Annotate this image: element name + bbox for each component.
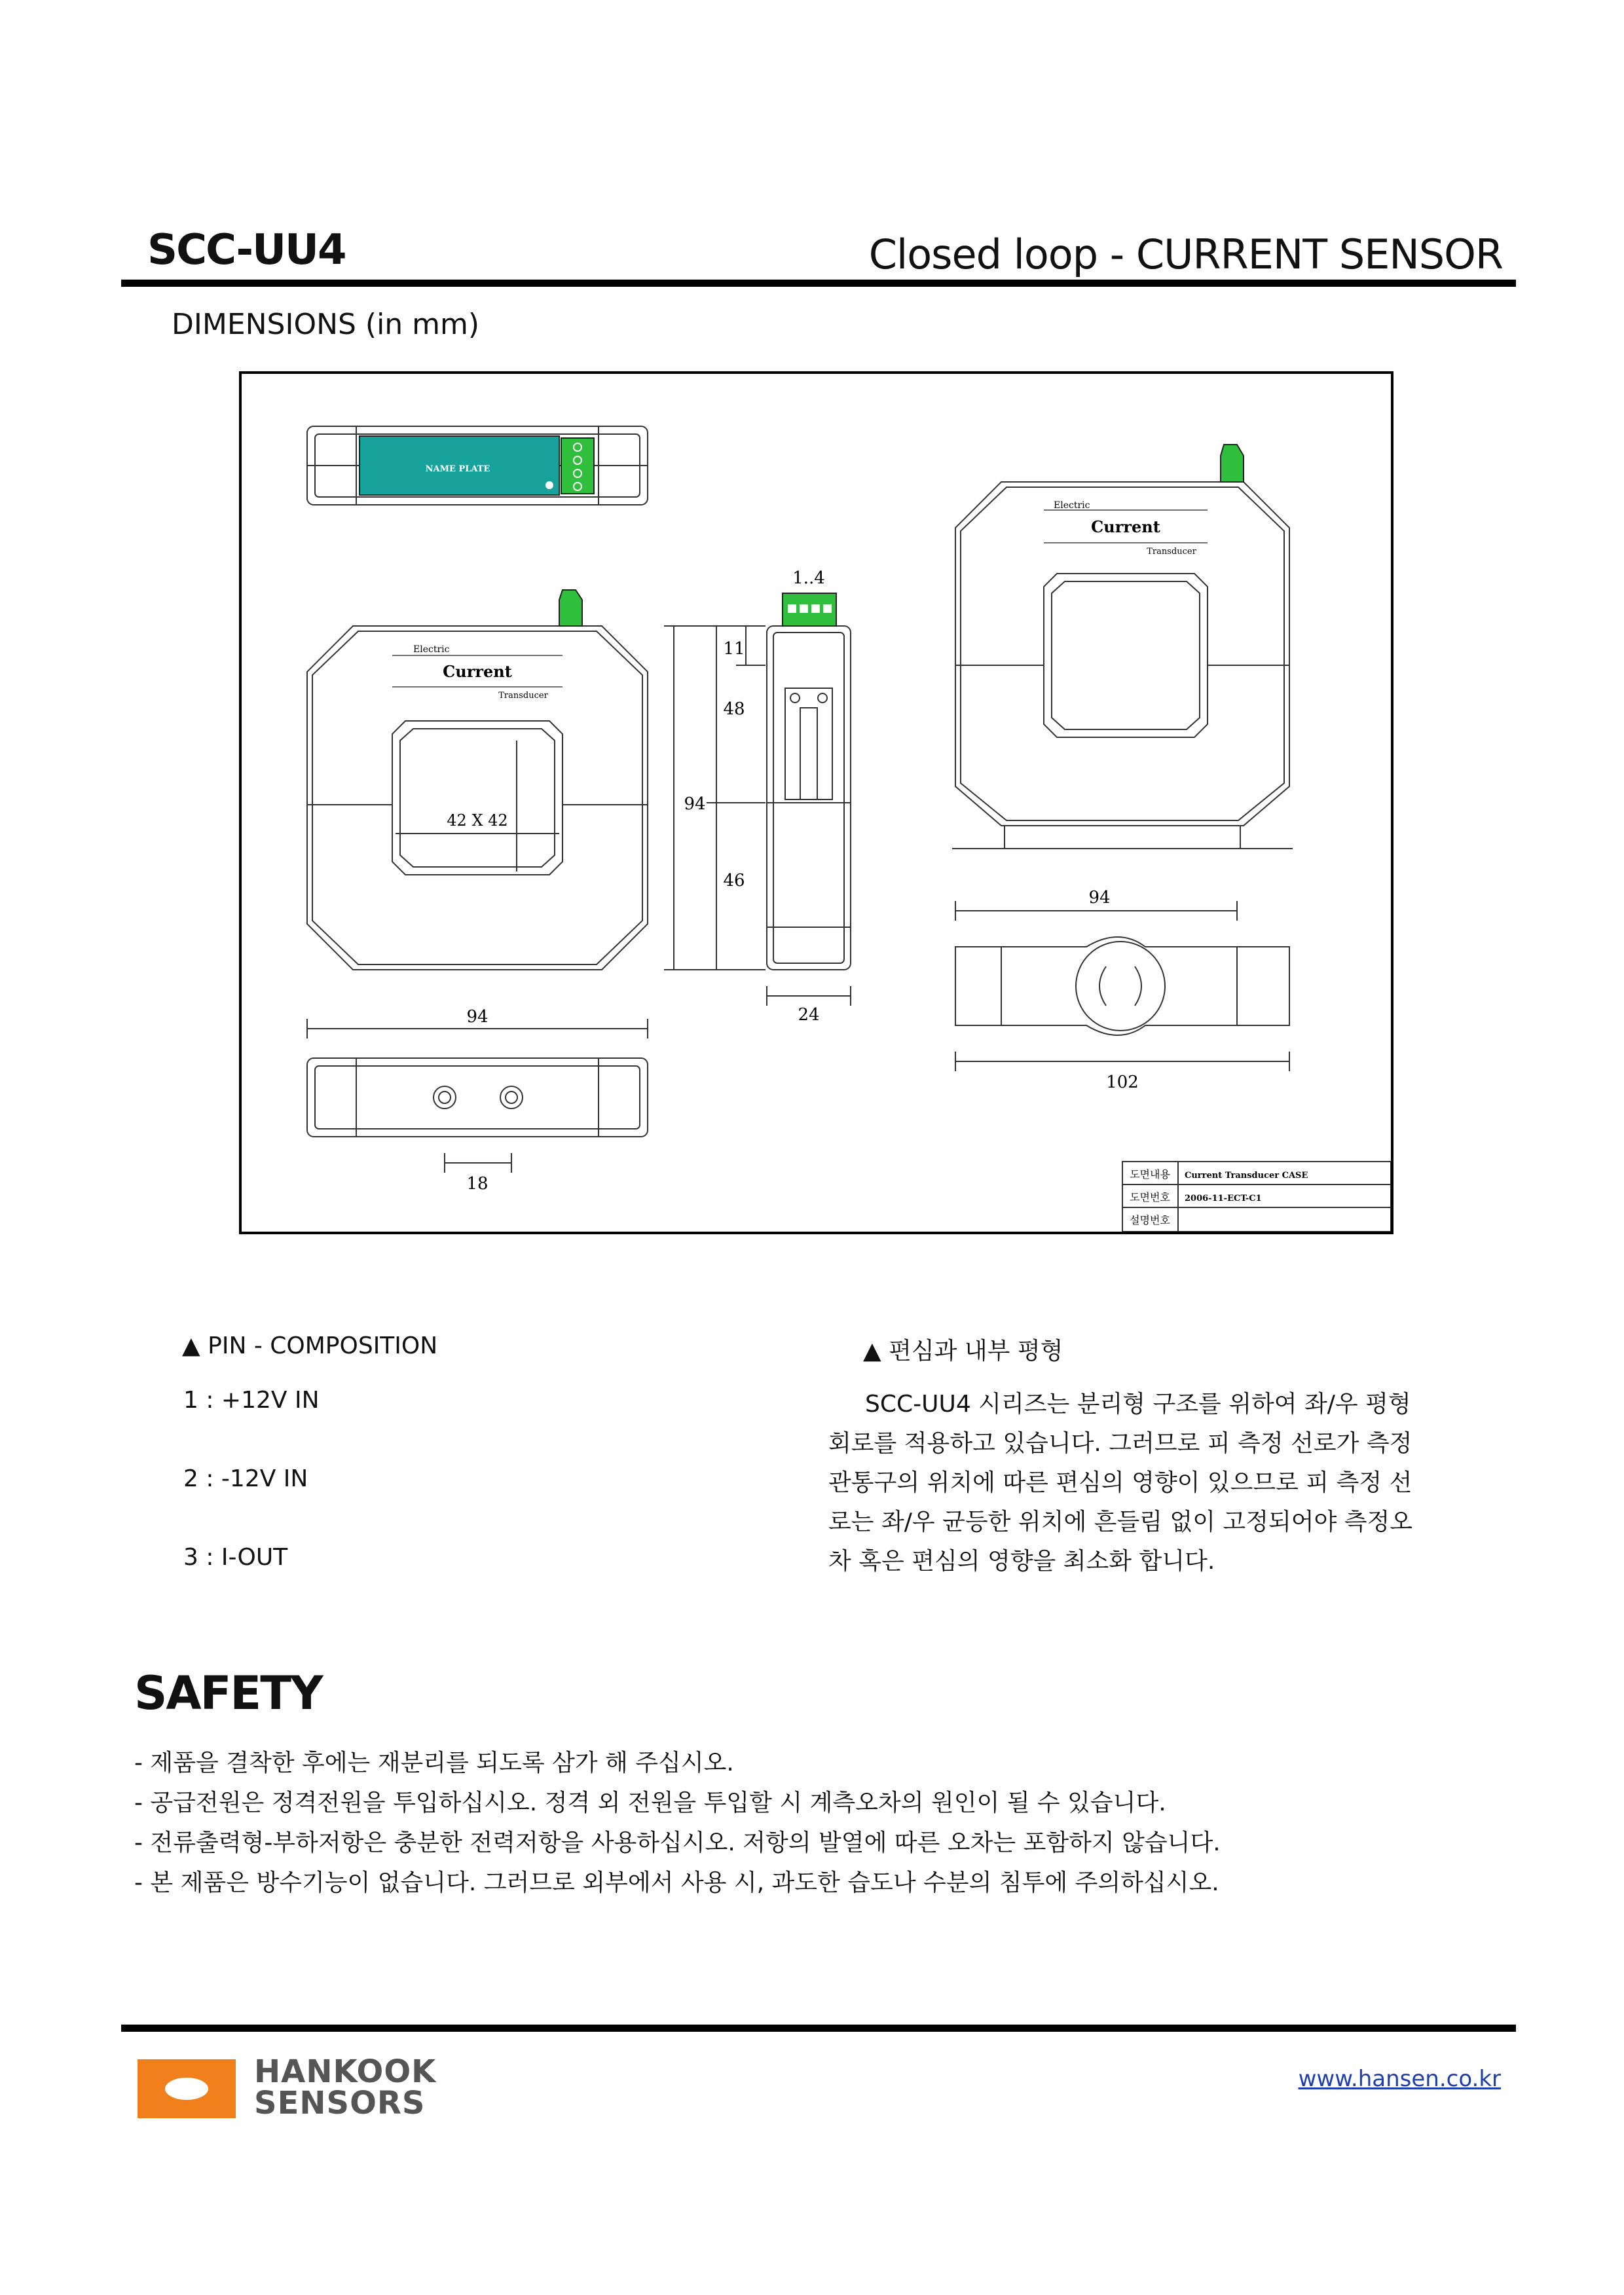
drawing-svg [242,374,1391,1232]
eccentric-line-1: SCC-UU4 시리즈는 분리형 구조를 위하여 좌/우 평형 [865,1391,1411,1418]
dim-hole-spacing: 18 [466,1174,489,1194]
product-title: Closed loop - CURRENT SENSOR [868,230,1503,278]
safety-item-3: - 전류출력형-부하저항은 충분한 전력저항을 사용하십시오. 저항의 발열에 따른 오차는 포함하지 않습니다. [134,1829,1221,1856]
titleblock-value-1: Current Transducer CASE [1185,1171,1308,1181]
company-logo-mark [138,2059,236,2118]
dim-11: 11 [723,639,745,659]
logo-current-right: Current [1091,517,1160,536]
eccentric-line-3: 관통구의 위치에 따른 편심의 영향이 있으므로 피 측정 선 [828,1469,1412,1496]
safety-list [134,1743,1221,1903]
company-logo-text [254,2053,437,2121]
pins-label: 1..4 [792,568,825,588]
header-rule [121,280,1516,287]
safety-item-1: - 제품을 결착한 후에는 재분리를 되도록 삼가 해 주십시오. [134,1750,734,1776]
logo-electric-left: Electric [413,644,450,655]
dim-base-102: 102 [1106,1073,1139,1092]
titleblock-value-2: 2006-11-ECT-C1 [1185,1194,1262,1203]
terminal-block-top [561,438,594,494]
eccentric-heading: ▲ 편심과 내부 평형 [863,1338,1063,1365]
dim-24: 24 [798,1005,820,1025]
logo-transducer-left: Transducer [498,691,548,701]
dim-94-height: 94 [684,794,706,814]
model-title: SCC-UU4 [147,226,346,274]
company-name-line2: SENSORS [254,2085,426,2121]
eccentric-line-4: 로는 좌/우 균등한 위치에 흔들림 없이 고정되어야 측정오 [828,1509,1413,1535]
name-plate-label: NAME PLATE [425,464,490,474]
pin-3: 3 : I-OUT [183,1544,288,1571]
eccentric-paragraph [828,1385,1500,1581]
eccentric-line-2: 회로를 적용하고 있습니다. 그러므로 피 측정 선로가 측정 [828,1430,1412,1457]
pin-2: 2 : -12V IN [183,1465,308,1492]
pin-heading: ▲ PIN - COMPOSITION [182,1332,438,1359]
dim-base-94: 94 [1088,888,1111,908]
logo-transducer-right: Transducer [1147,547,1196,557]
logo-current-left: Current [443,662,512,681]
website-link[interactable]: www.hansen.co.kr [1298,2066,1501,2092]
footer-rule [121,2025,1516,2032]
safety-item-2: - 공급전원은 정격전원을 투입하십시오. 정격 외 전원을 투입할 시 계측오차의 원인이 될 수 있습니다. [134,1790,1166,1816]
safety-item-4: - 본 제품은 방수기능이 없습니다. 그러므로 외부에서 사용 시, 과도한 습도나 수분의 침투에 주의하십시오. [134,1869,1219,1896]
dim-48: 48 [723,699,745,719]
company-name-line1: HANKOOK [254,2053,437,2090]
titleblock-label-1: 도면내용 [1130,1168,1170,1181]
titleblock-label-2: 도면번호 [1130,1191,1170,1203]
dim-window: 42 X 42 [447,811,508,830]
dim-46: 46 [723,871,745,890]
pin-1: 1 : +12V IN [183,1387,320,1414]
dimension-drawing [239,371,1393,1234]
titleblock-label-3: 설명번호 [1130,1214,1170,1226]
dim-bottom-width: 94 [466,1007,489,1027]
safety-title: SAFETY [134,1666,322,1720]
dimensions-title: DIMENSIONS (in mm) [172,308,480,341]
eccentric-line-5: 차 혹은 편심의 영향을 최소화 합니다. [828,1548,1215,1575]
logo-electric-right: Electric [1054,500,1090,511]
